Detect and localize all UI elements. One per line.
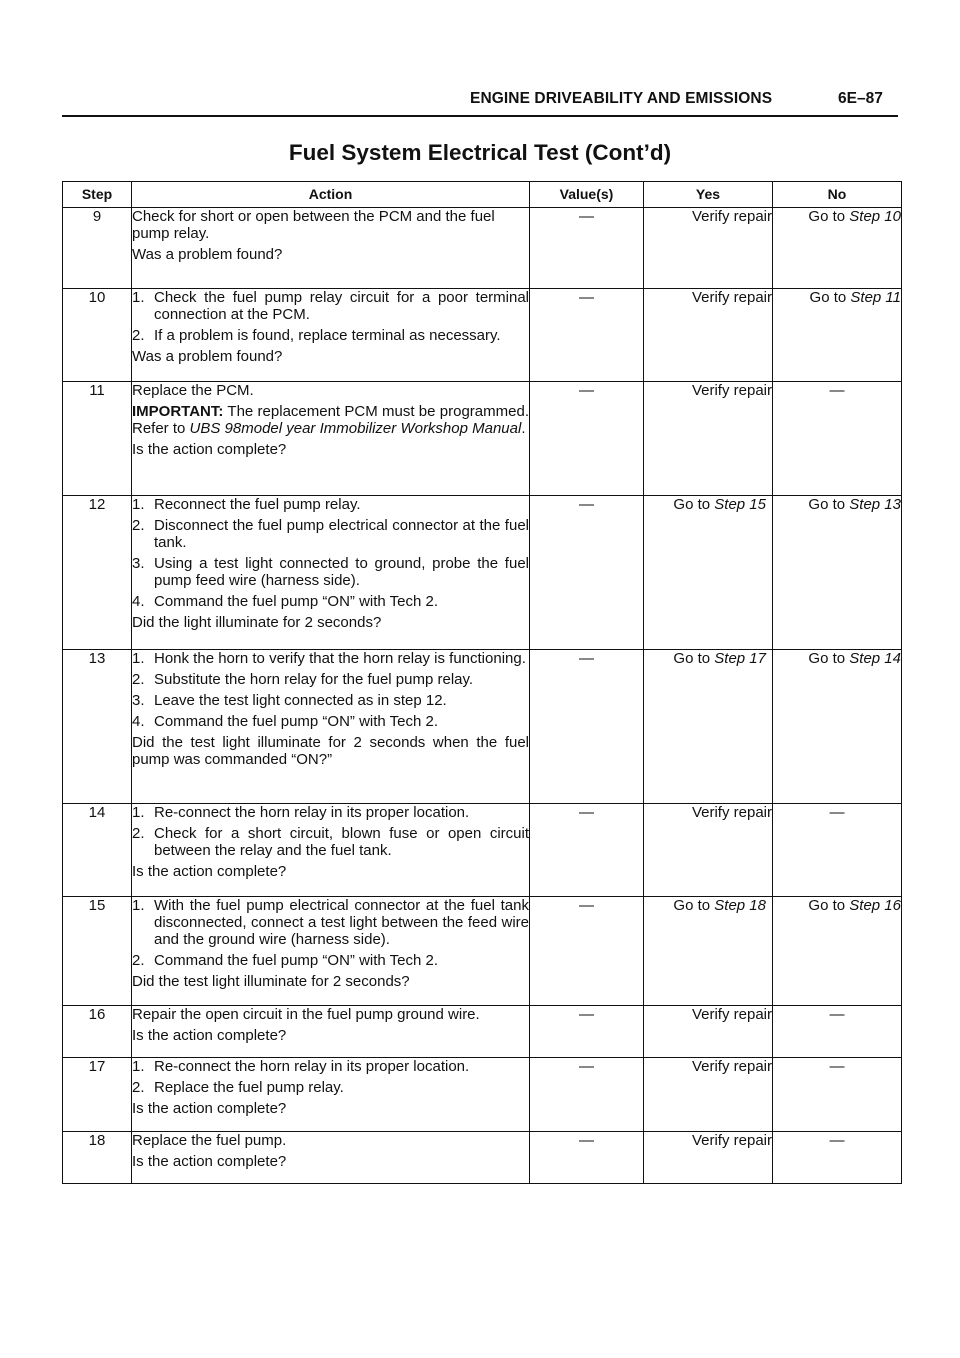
list-item: 2. Check for a short circuit, blown fuse or open circuit between the relay and the fuel tank. xyxy=(132,825,529,859)
table-row xyxy=(63,1132,902,1184)
list-item: 2. Substitute the horn relay for the fuel pump relay. xyxy=(132,671,474,688)
question-text: Did the test light illuminate for 2 seconds when the fuel pump was commanded “ON?” xyxy=(132,734,529,768)
page-title: Fuel System Electrical Test (Cont’d) xyxy=(288,140,672,165)
list-item: 2. Command the fuel pump “ON” with Tech 2. xyxy=(132,952,439,969)
step-number: 15 xyxy=(63,897,132,1006)
value-cell: — xyxy=(530,1058,644,1132)
action-text: Replace the PCM. xyxy=(132,382,254,399)
value-cell: — xyxy=(530,897,644,1006)
action-cell xyxy=(132,208,530,289)
list-item: 1. Check the fuel pump relay circuit for a poor terminal connection at the PCM. xyxy=(132,289,529,323)
goto-text: Go to xyxy=(808,650,850,667)
question-text: Did the light illuminate for 2 seconds? xyxy=(132,614,382,631)
no-cell: — xyxy=(773,1132,902,1184)
action-cell xyxy=(132,1132,530,1184)
no-cell xyxy=(773,650,902,804)
goto-text: Go to xyxy=(808,897,850,914)
table-row xyxy=(63,650,902,804)
value-cell: — xyxy=(530,289,644,382)
no-cell xyxy=(773,496,902,650)
list-item: 1. With the fuel pump electrical connector at the fuel tank disconnected, connect a test light between the feed wire and the ground wire (harness side). xyxy=(132,897,529,948)
important-note: IMPORTANT: The replacement PCM must be programmed. Refer to UBS 98model year Immobilizer Workshop Manual. xyxy=(132,403,529,437)
value-cell: — xyxy=(530,804,644,897)
table-row xyxy=(63,382,902,496)
action-cell xyxy=(132,382,530,496)
header-rule xyxy=(62,115,898,117)
yes-cell: Verify repair xyxy=(644,1058,773,1132)
col-values-header: Value(s) xyxy=(530,182,644,208)
question-text: Is the action complete? xyxy=(132,863,287,880)
question-text: Is the action complete? xyxy=(132,441,287,458)
yes-cell xyxy=(644,650,773,804)
yes-cell xyxy=(644,897,773,1006)
goto-text: Go to xyxy=(673,897,715,914)
section-header: ENGINE DRIVEABILITY AND EMISSIONS xyxy=(470,90,773,107)
step-number: 18 xyxy=(63,1132,132,1184)
manual-reference: UBS 98model year Immobilizer Workshop Manual xyxy=(189,420,522,437)
yes-cell: Verify repair xyxy=(644,382,773,496)
table-row xyxy=(63,897,902,1006)
list-item: 4. Command the fuel pump “ON” with Tech 2. xyxy=(132,713,439,730)
value-cell: — xyxy=(530,496,644,650)
step-link[interactable]: Step 14 xyxy=(849,650,901,667)
step-link[interactable]: Step 17 xyxy=(714,650,766,667)
goto-text: Go to xyxy=(673,650,715,667)
table-row xyxy=(63,1006,902,1058)
list-item: 3. Leave the test light connected as in step 12. xyxy=(132,692,447,709)
list-item: 1. Re-connect the horn relay in its proper location. xyxy=(132,804,470,821)
question-text: Was a problem found? xyxy=(132,246,283,263)
step-number: 13 xyxy=(63,650,132,804)
no-cell: — xyxy=(773,1006,902,1058)
list-item: 3. Using a test light connected to ground, probe the fuel pump feed wire (harness side). xyxy=(132,555,529,589)
action-cell xyxy=(132,804,530,897)
yes-cell: Verify repair xyxy=(644,1132,773,1184)
step-number: 14 xyxy=(63,804,132,897)
step-number: 12 xyxy=(63,496,132,650)
page-number: 6E–87 xyxy=(838,90,883,107)
important-label: IMPORTANT: xyxy=(132,403,224,420)
col-action-header: Action xyxy=(132,182,530,208)
yes-cell: Verify repair xyxy=(644,289,773,382)
col-yes-header: Yes xyxy=(644,182,773,208)
goto-text: Go to xyxy=(673,496,715,513)
action-text: Check for short or open between the PCM and the fuel pump relay. xyxy=(132,208,495,242)
table-header-row xyxy=(63,182,902,208)
no-cell xyxy=(773,897,902,1006)
value-cell: — xyxy=(530,382,644,496)
no-cell: — xyxy=(773,804,902,897)
action-cell xyxy=(132,1058,530,1132)
table-row xyxy=(63,804,902,897)
yes-cell xyxy=(644,496,773,650)
value-cell: — xyxy=(530,1006,644,1058)
no-cell: — xyxy=(773,1058,902,1132)
step-number: 9 xyxy=(63,208,132,289)
question-text: Is the action complete? xyxy=(132,1100,287,1117)
list-item: 2. Disconnect the fuel pump electrical connector at the fuel tank. xyxy=(132,517,529,551)
step-link[interactable]: Step 10 xyxy=(849,208,901,225)
question-text: Is the action complete? xyxy=(132,1153,287,1170)
diagnostic-table xyxy=(62,181,902,1184)
step-number: 16 xyxy=(63,1006,132,1058)
no-cell xyxy=(773,208,902,289)
list-item: 2. If a problem is found, replace terminal as necessary. xyxy=(132,327,501,344)
yes-cell: Verify repair xyxy=(644,804,773,897)
action-cell xyxy=(132,496,530,650)
table-row xyxy=(63,289,902,382)
step-link[interactable]: Step 16 xyxy=(849,897,901,914)
list-item: 1. Re-connect the horn relay in its proper location. xyxy=(132,1058,470,1075)
goto-text: Go to xyxy=(808,208,850,225)
col-no-header: No xyxy=(773,182,902,208)
list-item: 4. Command the fuel pump “ON” with Tech 2. xyxy=(132,593,439,610)
question-text: Did the test light illuminate for 2 seconds? xyxy=(132,973,410,990)
step-number: 10 xyxy=(63,289,132,382)
action-text: Replace the fuel pump. xyxy=(132,1132,287,1149)
step-number: 17 xyxy=(63,1058,132,1132)
yes-cell: Verify repair xyxy=(644,208,773,289)
goto-text: Go to xyxy=(809,289,851,306)
no-cell: — xyxy=(773,382,902,496)
action-cell xyxy=(132,1006,530,1058)
action-cell xyxy=(132,289,530,382)
table-row xyxy=(63,208,902,289)
value-cell: — xyxy=(530,1132,644,1184)
list-item: 1. Reconnect the fuel pump relay. xyxy=(132,496,361,513)
no-cell xyxy=(773,289,902,382)
value-cell: — xyxy=(530,650,644,804)
step-link[interactable]: Step 11 xyxy=(850,289,901,306)
step-link[interactable]: Step 13 xyxy=(849,496,901,513)
value-cell: — xyxy=(530,208,644,289)
action-cell xyxy=(132,897,530,1006)
question-text: Is the action complete? xyxy=(132,1027,287,1044)
step-link[interactable]: Step 15 xyxy=(714,496,766,513)
question-text: Was a problem found? xyxy=(132,348,283,365)
step-link[interactable]: Step 18 xyxy=(714,897,766,914)
col-step-header: Step xyxy=(63,182,132,208)
table-row xyxy=(63,496,902,650)
goto-text: Go to xyxy=(808,496,850,513)
step-number: 11 xyxy=(63,382,132,496)
list-item: 1. Honk the horn to verify that the horn relay is functioning. xyxy=(132,650,526,667)
action-text: Repair the open circuit in the fuel pump ground wire. xyxy=(132,1006,480,1023)
list-item: 2. Replace the fuel pump relay. xyxy=(132,1079,344,1096)
table-row xyxy=(63,1058,902,1132)
yes-cell: Verify repair xyxy=(644,1006,773,1058)
action-cell xyxy=(132,650,530,804)
